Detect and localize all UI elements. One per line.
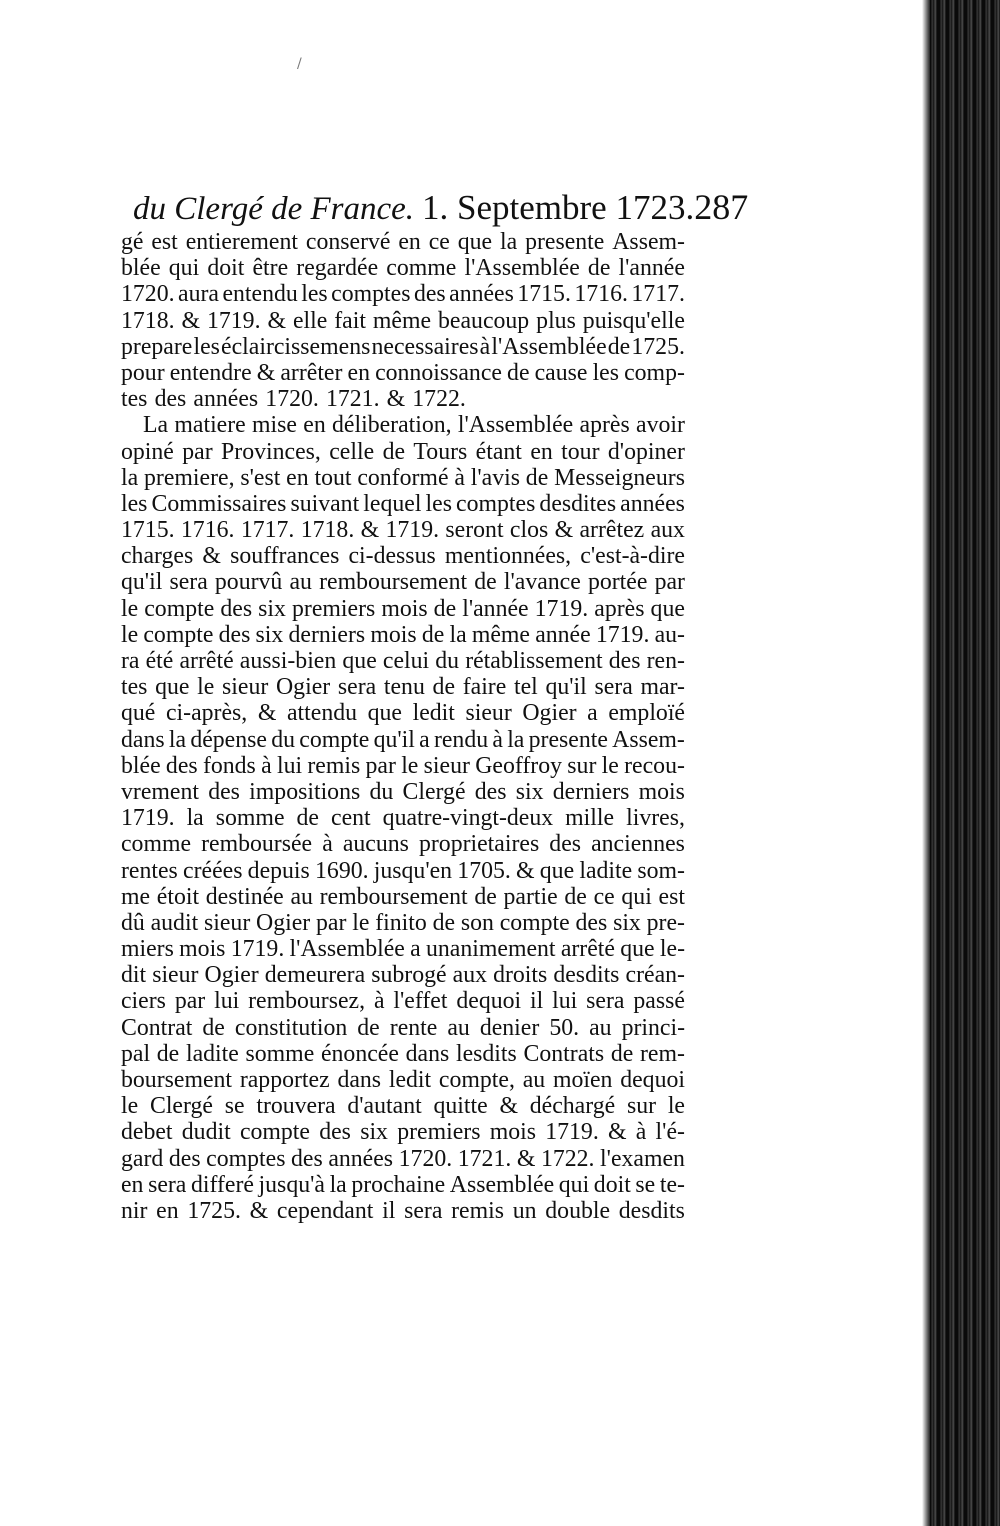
text-line: qu'il sera pourvû au remboursement de l'avance portée par — [121, 569, 685, 596]
text-line: dû audit sieur Ogier par le finito de son compte des six pre- — [121, 909, 685, 936]
text-line: 1718. & 1719. & elle fait même beaucoup plus puisqu'elle — [121, 307, 685, 334]
text-line: debet dudit compte des six premiers mois 1719. & à l'é- — [121, 1119, 685, 1146]
text-line: dans la dépense du compte qu'il a rendu à la presente Assem- — [121, 726, 685, 753]
page-number: 287 — [694, 187, 749, 227]
paragraph-2 — [117, 412, 685, 1224]
text-line: le compte des six derniers mois de la même année 1719. au- — [121, 621, 685, 648]
text-line: opiné par Provinces, celle de Tours étant en tour d'opiner — [121, 438, 685, 465]
text-line: rentes créées depuis 1690. jusqu'en 1705. & que ladite som- — [121, 857, 685, 884]
text-line: en sera differé jusqu'à la prochaine Assemblée qui doit se te- — [121, 1171, 685, 1198]
stray-mark: / — [297, 56, 302, 72]
text-line: le compte des six premiers mois de l'année 1719. après que — [121, 595, 685, 622]
text-line: dit sieur Ogier demeurera subrogé aux droits desdits créan- — [121, 962, 685, 989]
text-line: qué ci-après, & attendu que ledit sieur Ogier a emploïé — [121, 700, 685, 727]
header-date: 1. Septembre 1723. — [422, 188, 695, 227]
text-line: pour entendre & arrêter en connoissance de cause les comp- — [121, 359, 685, 386]
text-line: 1720. aura entendu les comptes des années 1715. 1716. 1717. — [121, 281, 685, 308]
book-page-edge — [928, 0, 1000, 1526]
text-line: pal de ladite somme énoncée dans lesdits Contrats de rem- — [121, 1040, 685, 1067]
text-line: charges & souffrances ci-dessus mentionnées, c'est-à-dire — [121, 543, 685, 570]
text-line: tes que le sieur Ogier sera tenu de faire tel qu'il sera mar- — [121, 674, 685, 701]
text-line: ra été arrêté aussi-bien que celui du rétablissement des ren- — [121, 648, 685, 674]
text-line: les Commissaires suivant lequel les comptes desdites années — [121, 490, 685, 517]
text-line: gard des comptes des années 1720. 1721. & 1722. l'examen — [121, 1145, 685, 1172]
text-line: Contrat de constitution de rente au denier 50. au princi- — [121, 1014, 685, 1041]
text-line: tes des années 1720. 1721. & 1722. — [121, 386, 466, 413]
text-line: prepare les éclaircissemens necessaires à l'Assemblée de 1725. — [121, 333, 685, 360]
text-line: nir en 1725. & cependant il sera remis un double desdits — [121, 1197, 685, 1224]
text-line: gé est entierement conservé en ce que la presente Assem- — [121, 229, 685, 255]
text-line: 1715. 1716. 1717. 1718. & 1719. seront clos & arrêtez aux — [121, 517, 685, 544]
text-line: blée des fonds à lui remis par le sieur Geoffroy sur le recou- — [121, 752, 685, 779]
text-line: la premiere, s'est en tout conformé à l'avis de Messeigneurs — [121, 464, 685, 491]
text-line: comme remboursée à aucuns proprietaires des anciennes — [121, 831, 685, 858]
text-line: miers mois 1719. l'Assemblée a unanimement arrêté que le- — [121, 936, 685, 963]
text-line: boursement rapportez dans ledit compte, au moïen dequoi — [121, 1067, 685, 1093]
text-line: vrement des impositions du Clergé des six derniers mois — [121, 778, 685, 805]
text-line: 1719. la somme de cent quatre-vingt-deux mille livres, — [121, 805, 685, 832]
running-title: du Clergé de France. — [133, 191, 415, 227]
text-line: me étoit destinée au remboursement de partie de ce qui est — [121, 883, 685, 910]
text-line: La matiere mise en déliberation, l'Assemblée après avoir — [143, 412, 685, 439]
text-line: blée qui doit être regardée comme l'Assemblée de l'année — [121, 255, 685, 282]
paragraph-1 — [117, 229, 685, 412]
body-text — [117, 229, 685, 1224]
text-line: le Clergé se trouvera d'autant quitte & déchargé sur le — [121, 1093, 685, 1120]
text-line: ciers par lui remboursez, à l'effet dequoi il lui sera passé — [121, 988, 685, 1015]
